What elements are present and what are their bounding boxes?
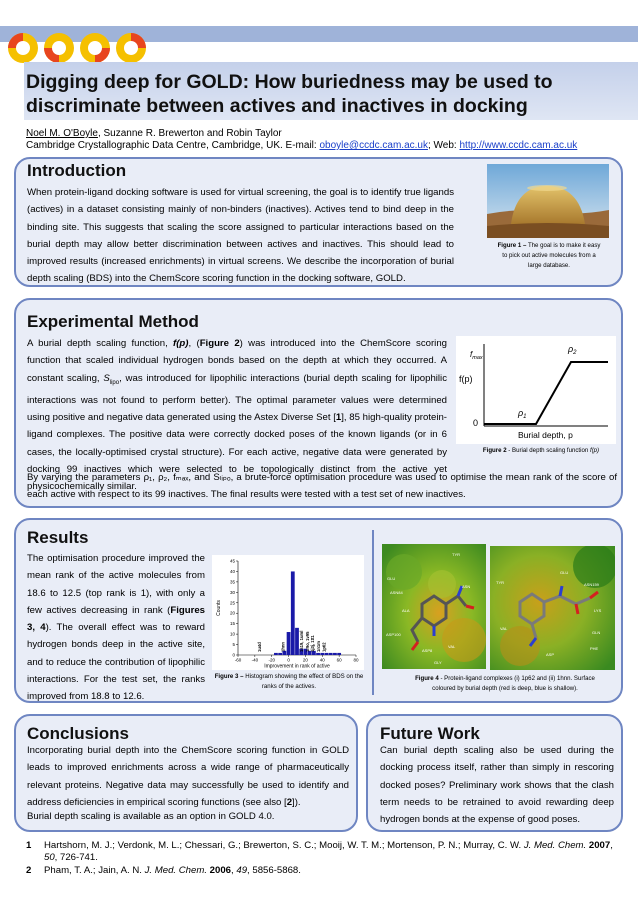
- introduction-text: When protein-ligand docking software is used for virtual screening, the goal is to identify true ligands (actives) in a dataset consisting mainly of non-binders (inactives). Actives tend to bind deep in the binding site. This suggests that scaling the score assigned to particular interactions based on the burial depth may allow better discrimination between actives and inactives. This should lead to improved results (increased enrichments) in virtual screens. We describe the incorporation of burial depth scaling (BDS) into the ChemScore scoring function in the docking software, GOLD.: [27, 187, 454, 285]
- histogram-annotation: 1r9o, 1v95: [304, 631, 310, 652]
- histogram-bar: [337, 653, 341, 655]
- reference-authors: Hartshorn, M. J.; Verdonk, M. L.; Chessari, G.; Brewerton, S. C.; Mooij, W. T. M.; Mortenson, P. N.; Murray, C. W.: [44, 840, 524, 851]
- y-axis-label: Counts: [216, 600, 222, 616]
- residue-label: TYR: [496, 580, 504, 585]
- figure2-fp: f(p): [589, 447, 600, 454]
- residue-label: PHE: [590, 646, 599, 651]
- results-text-b: ). The overall effect was to reward hydrogen bonds deep in the active site, and to reduce the contribution of lipophilic interactions. For the test set, the ranks improved from 18.8 to 12.6.: [27, 622, 205, 703]
- exp-text-c: ) was introduced into the ChemScore scoring function that scaled individual hydrogen bonds based on the depth at which they occurred. A constant scaling,: [27, 338, 447, 384]
- results-text-a: The optimisation procedure improved the mean rank of the active molecules from 18.6 to 12.5 (top rank is 1), with only a few actives decreasing in rank (: [27, 553, 205, 616]
- figure1-label: Figure 1 –: [497, 242, 527, 249]
- figure2-label: Figure 2: [482, 447, 507, 454]
- exp-text-d: , was introduced for lipophilic interactions (burial depth scaling for lipophilic interactions was not found to perform better). The optimal parameter values were determined using positive and negative data generated using the Astex Diverse Set [: [27, 372, 447, 424]
- reference-number: 1: [26, 840, 32, 851]
- future-work-text: Can burial depth scaling also be used during the docking process itself, rather than simply in rescoring docked poses? Preliminary work shows that the clash term needs to be retrained to avoid rewarding deep hydrogen bonds at the expense of good poses.: [380, 745, 614, 826]
- y-tick-label: 25: [229, 600, 235, 606]
- residue-label: ASN: [462, 584, 471, 589]
- x-tick-label: 40: [319, 657, 325, 663]
- web-label: ; Web:: [427, 140, 460, 151]
- title-line-2: discriminate between actives and inactives in docking: [26, 95, 528, 117]
- figure1-caption: [496, 241, 602, 271]
- residue-label: ASP100: [386, 632, 401, 637]
- figure4-label: Figure 4: [415, 675, 439, 682]
- figure2-scaling-graph: [456, 336, 616, 444]
- figure3-label: Figure 3 –: [214, 673, 244, 680]
- residue-label: GLN: [592, 630, 601, 635]
- histogram-annotation: 1j3j, 1tt1: [309, 635, 315, 652]
- results-title: Results: [27, 528, 89, 547]
- exp-fp: f(p): [173, 338, 189, 349]
- figure1-caption-text: The goal is to make it easy to pick out active molecules from a large database.: [502, 242, 601, 269]
- histogram-annotation: 1p62: [321, 642, 327, 652]
- residue-label: TYR: [452, 552, 460, 557]
- histogram-annotation: 1u4d: [256, 642, 262, 652]
- figure1-mound-image: [487, 164, 609, 238]
- exp-text-b: , (: [188, 338, 200, 349]
- reference-pages: , 5856-5868.: [247, 865, 301, 876]
- figure3-histogram: [212, 555, 364, 670]
- reference-authors: Pham, T. A.; Jain, A. N.: [44, 865, 145, 876]
- histogram-bar: [329, 653, 333, 655]
- exp-s: S: [103, 372, 110, 384]
- conclusions-text-a: Incorporating burial depth into the ChemScore scoring function in GOLD leads to improved enrichments across a wide range of pharmaceutically relevant proteins. Negative data may successfully be used to identify and address deficiencies in empirical scoring functions (see also [: [27, 745, 349, 808]
- figure2-caption-text: - Burial depth scaling function: [506, 447, 590, 454]
- reference-text: Hartshorn, M. J.; Verdonk, M. L.; Chessari, G.; Brewerton, S. C.; Mooij, W. T. M.; Mortenson, P. N.; Murray, C. W. J. Med. Chem. 2007, 50, 726-741.: [44, 840, 613, 863]
- x-axis-label: Improvement in rank of active: [264, 663, 330, 670]
- reference-journal: J. Med. Chem.: [523, 840, 587, 851]
- y-tick-label: 40: [229, 568, 235, 574]
- figure3-caption-text: Histogram showing the effect of BDS on the ranks of the actives.: [243, 673, 364, 690]
- poster-title: [26, 70, 626, 118]
- figure4-caption-text: - Protein-ligand complexes (i) 1p62 and (ii) 1hnn. Surface coloured by burial depth (red is deep, blue is shallow).: [432, 675, 595, 692]
- email-link[interactable]: oboyle@ccdc.cam.ac.uk: [319, 140, 428, 151]
- reference-volume: 50: [44, 852, 55, 863]
- x-tick-label: -40: [251, 657, 259, 663]
- authors-rest: , Suzanne R. Brewerton and Robin Taylor: [97, 128, 282, 139]
- histogram-annotation: 1s19, 1uml: [298, 630, 304, 652]
- conclusions-text-b: ]).: [292, 796, 301, 808]
- affiliation: Cambridge Crystallographic Data Centre, Cambridge, UK. E-mail:: [26, 140, 320, 151]
- results-text: [27, 550, 205, 706]
- x-tick-label: -20: [268, 657, 275, 663]
- residue-label: ALA: [402, 608, 410, 613]
- residue-label: GLU: [387, 576, 396, 581]
- exp-text-e: ], 85 high-quality protein-ligand complexes. The positive data were correctly docked poses of the known ligands (or in 6 cases, the locally-optimised crystal structure). For each active, negative data were generated by docking 99 inactives which were selected to be topologically distinct from the active yet physicochemically similar.: [27, 412, 447, 493]
- histogram-bar: [325, 653, 329, 655]
- y-tick-label: 45: [229, 558, 235, 564]
- rho2-label: $\rho_2$: [568, 344, 577, 356]
- references: [26, 840, 626, 878]
- residue-label: ASP8: [422, 648, 433, 653]
- exp-s-sub: lipo: [109, 379, 120, 386]
- figure4-complex-1p62-image: [382, 544, 486, 669]
- residue-label: ASP: [546, 652, 555, 657]
- title-line-1: Digging deep for GOLD: How buriedness may be used to: [26, 71, 553, 93]
- y-tick-label: 5: [232, 642, 235, 648]
- exp-ref: 1: [335, 412, 342, 424]
- x-tick-label: 60: [336, 657, 342, 663]
- reference-text: Pham, T. A.; Jain, A. N. J. Med. Chem. 2006, 49, 5856-5868.: [44, 865, 301, 876]
- conclusions-text: [27, 742, 349, 811]
- histogram-bar: [320, 653, 324, 655]
- residue-label: ASN84: [390, 590, 403, 595]
- introduction-title: Introduction: [27, 161, 127, 180]
- histogram-bar: [274, 653, 278, 655]
- results-divider: [372, 530, 374, 695]
- experimental-text-2: By varying the parameters ρ₁, ρ₂, fₘₐₓ, and Sₗᵢₚₒ, a brute-force optimisation procedure was used to optimise the mean rank of the score of each active with respect to its 99 inactives. The final results were tested with a test set of new inactives.: [27, 472, 617, 501]
- x-tick-label: 20: [302, 657, 308, 663]
- reference-journal: J. Med. Chem.: [144, 865, 207, 876]
- ccdc-logo: [6, 30, 156, 66]
- residue-label: GLU: [560, 570, 569, 575]
- web-link[interactable]: http://www.ccdc.cam.ac.uk: [459, 140, 578, 151]
- future-work-title: Future Work: [380, 724, 480, 743]
- conclusions-title: Conclusions: [27, 724, 130, 743]
- conclusions-ref: 2: [286, 796, 293, 808]
- histogram-annotation: 1hnn: [280, 641, 286, 652]
- reference-number: 2: [26, 865, 32, 876]
- y-tick-label: 20: [229, 610, 235, 616]
- figure2-caption: [466, 446, 616, 456]
- reference-volume: 49: [236, 865, 248, 876]
- residue-label: GLY: [434, 660, 442, 665]
- author-primary: Noel M. O'Boyle: [26, 128, 98, 139]
- fmax-label: $f_{max}$: [470, 350, 483, 361]
- reference-item: [26, 865, 626, 877]
- histogram-annotation: 1n1m: [315, 641, 321, 652]
- reference-year: 2007: [588, 840, 611, 851]
- reference-item: [26, 840, 626, 864]
- rho1-label: $\rho_1$: [518, 408, 527, 420]
- figure4-caption: [405, 674, 605, 694]
- reference-pages: , 726-741.: [54, 852, 98, 863]
- figure3-caption: [213, 672, 365, 692]
- y-tick-label: 10: [229, 631, 235, 637]
- histogram-bar: [278, 653, 282, 655]
- y-tick-label: 15: [229, 621, 235, 627]
- y-tick-label: 0: [232, 652, 235, 658]
- fp-axis-label: f(p): [459, 374, 473, 384]
- x-tick-label: 0: [287, 657, 290, 663]
- residue-label: LYS: [594, 608, 602, 613]
- histogram-bar: [316, 653, 320, 655]
- experimental-title: Experimental Method: [27, 312, 199, 331]
- histogram-bar: [291, 571, 295, 655]
- zero-label: 0: [473, 418, 479, 428]
- figure4-complex-1hnn-image: [490, 546, 615, 670]
- residue-label: VAL: [448, 644, 456, 649]
- burial-depth-label: Burial depth, p: [518, 430, 573, 440]
- exp-text-a: A burial depth scaling function,: [27, 338, 174, 349]
- residue-label: ASN159: [584, 582, 599, 587]
- conclusions-gold-note: Burial depth scaling is available as an option in GOLD 4.0.: [27, 811, 275, 822]
- residue-label: VAL: [500, 626, 508, 631]
- reference-year: 2006: [209, 865, 232, 876]
- x-tick-label: -60: [234, 657, 242, 663]
- y-tick-label: 30: [229, 589, 235, 595]
- results-fig-ref: Figures 3, 4: [27, 604, 205, 634]
- x-tick-label: 80: [353, 657, 359, 663]
- author-block: [26, 128, 626, 152]
- exp-fig-ref: Figure 2: [199, 338, 240, 349]
- y-tick-label: 35: [229, 579, 235, 585]
- histogram-bar: [333, 653, 337, 655]
- histogram-bar: [287, 632, 291, 655]
